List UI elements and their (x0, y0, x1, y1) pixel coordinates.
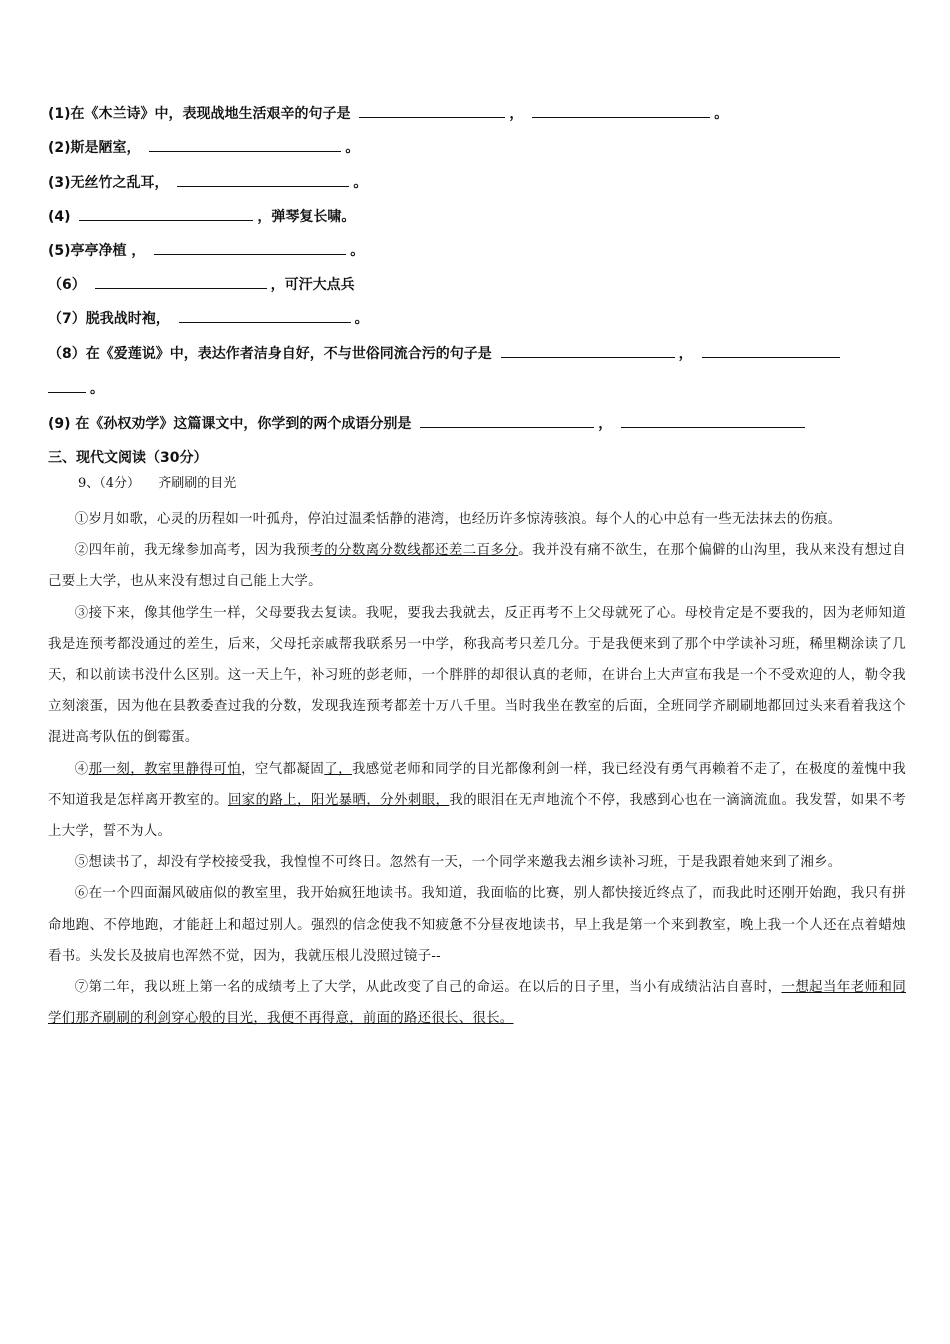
paragraph-7: ⑦第二年，我以班上第一名的成绩考上了大学，从此改变了自己的命运。在以后的日子里，当小有成绩沾沾自喜时，一想起当年老师和同学们那齐刷刷的利剑穿心般的目光，我便不再得意，前面的路还很长、很长。 (48, 980, 907, 1027)
prompt-text: (1)在《木兰诗》中，表现战地生活艰辛的句子是 (48, 106, 351, 122)
underlined-text: 了， (324, 761, 352, 777)
underlined-text: 那一刻，教室里静得可怕 (88, 761, 242, 777)
fill-in-5: (5)亭亭净植 ， 。 (48, 240, 364, 261)
paragraph-6: ⑥在一个四面漏风破庙似的教室里，我开始疯狂地读书。我知道，我面临的比赛，别人都快接近终点了，而我此时还刚开始跑，我只有拼命地跑、不停地跑，才能赶上和超过别人。强烈的信念使我不知疲惫不分昼夜地读书，早上我是第一个来到教室，晚上我一个人还在点着蜡烛看书。头发长及披肩也浑然不觉，因为，我就压根儿没照过镜子-- (48, 886, 906, 964)
paragraph-3: ③接下来，像其他学生一样，父母要我去复读。我呢，要我去我就去，反正再考不上父母就死了心。母校肯定是不要我的，因为老师知道我是连预考都没通过的差生，后来，父母托亲戚帮我联系另一中学，称我高考只差几分。于是我便来到了那个中学读补习班，稀里糊涂读了几天，和以前读书没什么区别。这一天上午，补习班的彭老师，一个胖胖的却很认真的老师，在讲台上大声宣布我是一个不受欢迎的人，勒令我立刻滚蛋，因为他在县教委查过我的分数，发现我连预考都差十万八千里。当时我坐在教室的后面，全班同学齐刷刷地都回过头来看着我这个混进高考队伍的倒霉蛋。 (48, 605, 906, 746)
prompt-text: (4) (48, 209, 71, 225)
prompt-text: (2)斯是陋室， (48, 140, 141, 156)
answer-blank[interactable] (702, 343, 840, 358)
prompt-text: (3)无丝竹之乱耳， (48, 175, 169, 191)
prompt-text: (5)亭亭净植 ， (48, 243, 146, 259)
section-title: 三、现代文阅读（30分） (48, 450, 208, 466)
answer-blank[interactable] (621, 413, 805, 428)
answer-blank[interactable] (501, 343, 675, 358)
answer-blank[interactable] (79, 206, 253, 221)
question-label: 9、（4分） (78, 476, 141, 491)
answer-blank[interactable] (179, 308, 351, 323)
paragraph-2: ②四年前，我无缘参加高考，因为我预考的分数离分数线都还差二百多分。我并没有痛不欲生，在那个偏僻的山沟里，我从来没有想过自己要上大学，也从来没有想过自己能上大学。 (48, 543, 907, 590)
answer-blank[interactable] (149, 137, 341, 152)
answer-blank[interactable] (154, 240, 346, 255)
answer-blank[interactable] (95, 274, 267, 289)
answer-blank[interactable] (48, 378, 86, 393)
prompt-text: (9) 在《孙权劝学》这篇课文中，你学到的两个成语分别是 (48, 416, 412, 432)
fill-in-4: (4) ，弹琴复长啸。 (48, 206, 355, 227)
paragraph-5: ⑤想读书了，却没有学校接受我，我惶惶不可终日。忽然有一天，一个同学来邀我去湘乡读补习班，于是我跟着她来到了湘乡。 (74, 855, 842, 871)
answer-blank[interactable] (359, 103, 505, 118)
answer-blank[interactable] (532, 103, 710, 118)
answer-blank[interactable] (177, 172, 349, 187)
underlined-text: 回家的路上，阳光暴晒，分外刺眼， (227, 792, 450, 808)
underlined-text: 考的分数离分数线都还差二百多分 (310, 543, 519, 559)
fill-in-1: (1)在《木兰诗》中，表现战地生活艰辛的句子是 ， 。 (48, 103, 728, 124)
prompt-text: （7）脱我战时袍， (48, 311, 170, 327)
prompt-text: （8）在《爱莲说》中，表达作者洁身自好，不与世俗同流合污的句子是 (48, 346, 492, 362)
fill-in-2: (2)斯是陋室， 。 (48, 137, 359, 158)
paragraph-4: ④那一刻，教室里静得可怕，空气都凝固了，我感觉老师和同学的目光都像利剑一样，我已经没有勇气再赖着不走了，在极度的羞愧中我不知道我是怎样离开教室的。回家的路上，阳光暴晒，分外刺眼，我的眼泪在无声地流个不停，我感到心也在一滴滴流血。我发誓，如果不考上大学，誓不为人。 (48, 761, 906, 840)
fill-in-8-continued: 。 (48, 378, 104, 399)
underlined-text: 一想起当年老师和同学们那齐刷刷的利剑穿心般的目光，我便不再得意，前面的路还很长、很长。 (48, 980, 907, 1027)
article-body (48, 504, 906, 1034)
fill-in-7: （7）脱我战时袍， 。 (48, 308, 369, 329)
answer-blank[interactable] (420, 413, 594, 428)
fill-in-8: （8）在《爱莲说》中，表达作者洁身自好，不与世俗同流合污的句子是 ， (48, 343, 844, 364)
question-header (78, 472, 236, 491)
fill-in-9: (9) 在《孙权劝学》这篇课文中，你学到的两个成语分别是 ， (48, 413, 809, 434)
paragraph-1: ①岁月如歌，心灵的历程如一叶孤舟，停泊过温柔恬静的港湾，也经历许多惊涛骇浪。每个人的心中总有一些无法抹去的伤痕。 (74, 512, 842, 527)
fill-in-6: （6） ，可汗大点兵 (48, 274, 355, 295)
prompt-text: （6） (48, 277, 86, 293)
article-title: 齐刷刷的目光 (158, 476, 237, 491)
fill-in-3: (3)无丝竹之乱耳， 。 (48, 172, 367, 193)
